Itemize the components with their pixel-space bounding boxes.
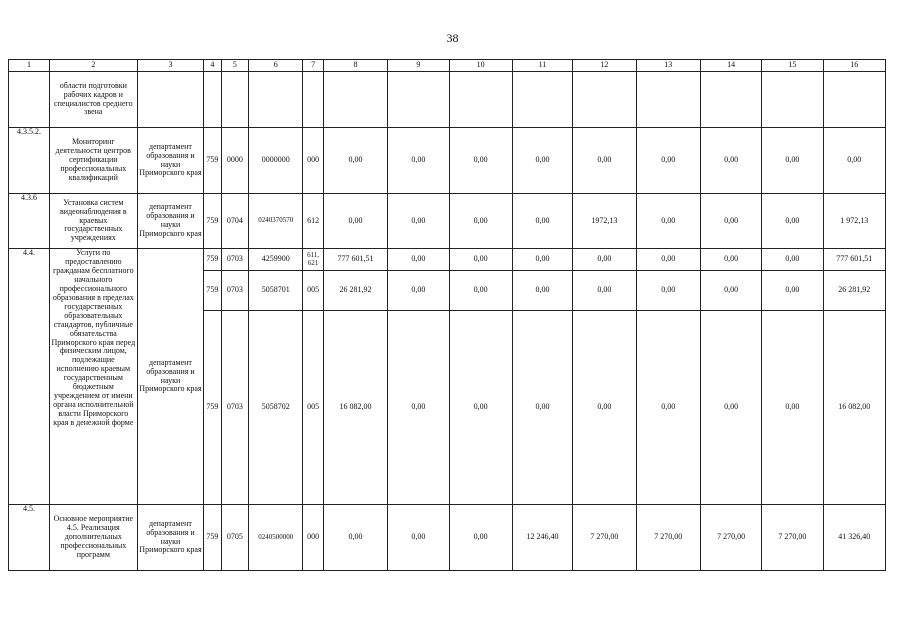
value-cell: 0,00: [573, 128, 636, 194]
page-number: 38: [446, 31, 459, 45]
table-row: [9, 194, 886, 249]
header-cell: 10: [449, 60, 512, 72]
value-cell: 0,00: [512, 128, 572, 194]
code-section: 0703: [221, 249, 249, 271]
value-cell: 0,00: [700, 249, 761, 271]
value-cell: [700, 72, 761, 128]
value-cell: 0,00: [449, 505, 512, 571]
value-cell: [449, 72, 512, 128]
value-cell: 0,00: [636, 128, 700, 194]
value-cell: 0,00: [512, 249, 572, 271]
header-cell: 14: [700, 60, 761, 72]
activity-name: Услуги по предоставлению гражданам бесплатного начального профессионального образования в пределах государственных образовательных стандартов, публичные обязательства Приморского края перед физическим лицом, подлежащие исполнению краевым государственным бюджетным учреждением от имени органа исполнительной власти Приморского края в денежной форме: [49, 249, 137, 505]
value-cell: 0,00: [823, 128, 885, 194]
responsible-org: департамент образования и науки Приморского края: [137, 249, 203, 505]
code-expense: 611, 621: [303, 249, 323, 271]
value-cell: 0,00: [323, 194, 387, 249]
code-expense: 000: [303, 505, 323, 571]
value-cell: 41 326,40: [823, 505, 885, 571]
value-cell: 0,00: [700, 311, 761, 505]
value-cell: [636, 72, 700, 128]
code-section: 0703: [221, 271, 249, 311]
value-cell: 0,00: [700, 128, 761, 194]
value-cell: [388, 72, 449, 128]
code-expense: 005: [303, 311, 323, 505]
value-cell: 26 281,92: [823, 271, 885, 311]
value-cell: 0,00: [388, 249, 449, 271]
header-cell: 12: [573, 60, 636, 72]
header-cell: 2: [49, 60, 137, 72]
value-cell: 777 601,51: [323, 249, 387, 271]
value-cell: 0,00: [636, 271, 700, 311]
responsible-org: департамент образования и науки Приморского края: [137, 505, 203, 571]
header-cell: 7: [303, 60, 323, 72]
value-cell: 7 270,00: [636, 505, 700, 571]
value-cell: 16 082,00: [823, 311, 885, 505]
value-cell: 0,00: [636, 194, 700, 249]
value-cell: 7 270,00: [762, 505, 823, 571]
header-cell: 8: [323, 60, 387, 72]
code-target: 4259900: [249, 249, 303, 271]
code-section: 0704: [221, 194, 249, 249]
value-cell: 0,00: [323, 505, 387, 571]
code-section: 0705: [221, 505, 249, 571]
header-cell: 13: [636, 60, 700, 72]
value-cell: 0,00: [512, 194, 572, 249]
value-cell: 777 601,51: [823, 249, 885, 271]
row-number: 4.3.6: [9, 194, 50, 249]
responsible-org: департамент образования и науки Приморского края: [137, 128, 203, 194]
value-cell: 0,00: [449, 271, 512, 311]
value-cell: 7 270,00: [700, 505, 761, 571]
budget-table: [8, 59, 886, 571]
value-cell: 0,00: [388, 128, 449, 194]
code-section: [221, 72, 249, 128]
value-cell: 1972,13: [573, 194, 636, 249]
row-number: [9, 72, 50, 128]
value-cell: 0,00: [762, 249, 823, 271]
code-grbs: [204, 72, 221, 128]
code-grbs: 759: [204, 194, 221, 249]
value-cell: [823, 72, 885, 128]
code-target: 0240370570: [249, 194, 303, 249]
code-target: 5058702: [249, 311, 303, 505]
row-number: 4.5.: [9, 505, 50, 571]
value-cell: [323, 72, 387, 128]
code-grbs: 759: [204, 249, 221, 271]
value-cell: 0,00: [388, 311, 449, 505]
code-section: 0703: [221, 311, 249, 505]
value-cell: 0,00: [323, 128, 387, 194]
header-cell: 4: [204, 60, 221, 72]
table-row: [9, 128, 886, 194]
value-cell: 0,00: [636, 249, 700, 271]
value-cell: 0,00: [762, 128, 823, 194]
value-cell: 0,00: [700, 194, 761, 249]
row-number: 4.4.: [9, 249, 50, 505]
header-cell: 3: [137, 60, 203, 72]
responsible-org: департамент образования и науки Приморского края: [137, 194, 203, 249]
activity-name: Основное мероприятие 4.5. Реализация дополнительных профессиональных программ: [49, 505, 137, 571]
value-cell: 0,00: [762, 271, 823, 311]
code-grbs: 759: [204, 311, 221, 505]
value-cell: 0,00: [636, 311, 700, 505]
value-cell: 0,00: [762, 194, 823, 249]
code-expense: 612: [303, 194, 323, 249]
header-row: [9, 60, 886, 72]
value-cell: 0,00: [512, 311, 572, 505]
value-cell: 26 281,92: [323, 271, 387, 311]
table-row: [9, 72, 886, 128]
responsible-org: [137, 72, 203, 128]
code-grbs: 759: [204, 271, 221, 311]
header-cell: 16: [823, 60, 885, 72]
value-cell: 0,00: [388, 505, 449, 571]
table-row: [9, 249, 886, 271]
header-cell: 9: [388, 60, 449, 72]
code-target: 0240500000: [249, 505, 303, 571]
code-grbs: 759: [204, 128, 221, 194]
row-number: 4.3.5.2.: [9, 128, 50, 194]
value-cell: 0,00: [700, 271, 761, 311]
value-cell: 1 972,13: [823, 194, 885, 249]
code-target: 5058701: [249, 271, 303, 311]
value-cell: 0,00: [388, 271, 449, 311]
activity-name: Мониторинг деятельности центров сертификации профессиональных квалификаций: [49, 128, 137, 194]
value-cell: 16 082,00: [323, 311, 387, 505]
value-cell: 7 270,00: [573, 505, 636, 571]
code-target: [249, 72, 303, 128]
activity-name: Установка систем видеонаблюдения в краевых государственных учреждениях: [49, 194, 137, 249]
value-cell: 0,00: [449, 194, 512, 249]
header-cell: 15: [762, 60, 823, 72]
table-row: [9, 505, 886, 571]
value-cell: 0,00: [512, 271, 572, 311]
value-cell: [512, 72, 572, 128]
header-cell: 6: [249, 60, 303, 72]
value-cell: 0,00: [388, 194, 449, 249]
code-expense: [303, 72, 323, 128]
header-cell: 5: [221, 60, 249, 72]
value-cell: 0,00: [449, 311, 512, 505]
header-cell: 1: [9, 60, 50, 72]
value-cell: [573, 72, 636, 128]
value-cell: 0,00: [573, 249, 636, 271]
value-cell: 12 246,40: [512, 505, 572, 571]
value-cell: 0,00: [449, 249, 512, 271]
code-expense: 005: [303, 271, 323, 311]
value-cell: [762, 72, 823, 128]
code-grbs: 759: [204, 505, 221, 571]
code-target: 0000000: [249, 128, 303, 194]
value-cell: 0,00: [449, 128, 512, 194]
code-section: 0000: [221, 128, 249, 194]
header-cell: 11: [512, 60, 572, 72]
code-expense: 000: [303, 128, 323, 194]
value-cell: 0,00: [573, 311, 636, 505]
value-cell: 0,00: [762, 311, 823, 505]
value-cell: 0,00: [573, 271, 636, 311]
activity-name: области подготовки рабочих кадров и специалистов среднего звена: [49, 72, 137, 128]
